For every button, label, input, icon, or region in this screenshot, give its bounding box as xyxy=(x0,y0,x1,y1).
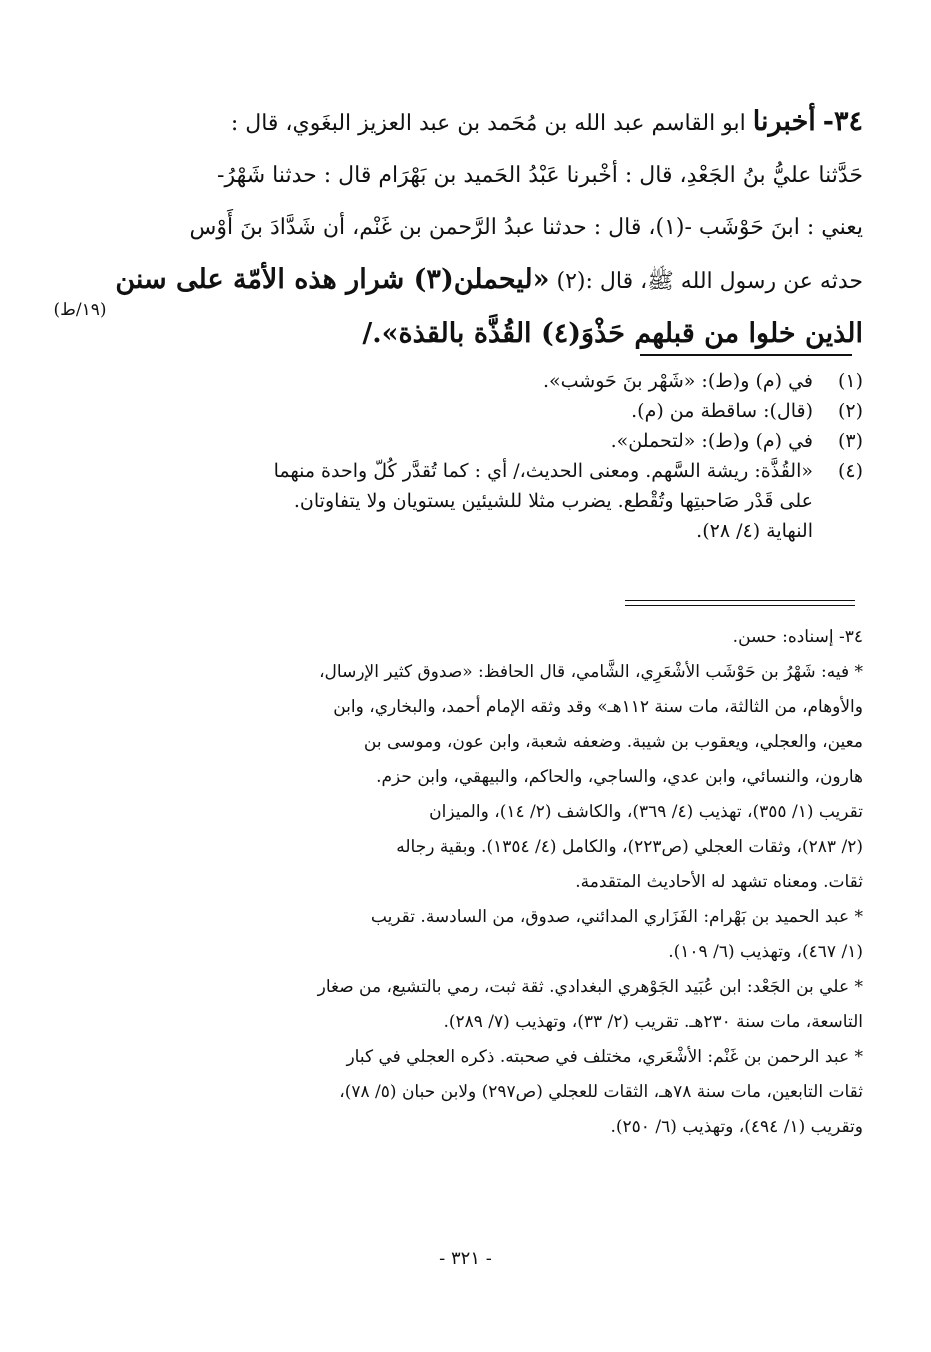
hadith-line-1 xyxy=(150,96,863,150)
takhrij-line: ثقات. ومعناه تشهد له الأحاديث المتقدمة. xyxy=(575,872,863,892)
footnote xyxy=(150,426,863,456)
footnote-text: (قال): ساقطة من (م). xyxy=(631,400,813,422)
takhrij-line: * علي بن الجَعْد: ابن عُبَيد الجَوْهري البغدادي. ثقة ثبت، رمي بالتشيع، من صغار xyxy=(317,977,863,997)
takhrij-line: * عبد الحميد بن بَهْرام: الفَزَاري المدائني، صدوق، من السادسة. تقريب xyxy=(370,907,863,927)
footnote-text: «القُذَّة: ريشة السَّهم. ومعنى الحديث،/ أي : كما تُقدَّر كُلّ واحدة منهما xyxy=(273,460,813,482)
footnote xyxy=(150,456,863,546)
footnote-number: (٤) xyxy=(837,460,863,482)
footnote-text: في (م) و(ط): «شَهْر بنَ حَوشب». xyxy=(542,370,813,392)
takhrij-line: ٣٤- إسناده: حسن. xyxy=(732,627,863,647)
hadith-line-2: حَدَّثنا عليُّ بنُ الجَعْدِ، قال : أخْبرنا عَبْدُ الحَميد بن بَهْرَام قال : حدثنا شَهْرُ- xyxy=(217,163,863,188)
hadith-line-4-plain: حدثه عن رسول الله ﷺ، قال :(٢) xyxy=(556,269,863,294)
footnote-number: (٢) xyxy=(837,400,863,422)
takhrij-divider-top xyxy=(625,600,855,601)
footnote-text: على قَدْر صَاحبتِها وتُقْطع. يضرب مثلا للشيئين يستويان ولا يتفاوتان. xyxy=(293,490,813,512)
hadith-line-4 xyxy=(115,254,863,308)
hadith-line-3: يعني : ابنَ حَوْشَب -(١)، قال : حدثنا عبدُ الرَّحمن بن غَنْم، أن شَدَّادَ بنَ أَوْس xyxy=(189,215,863,240)
takhrij-section xyxy=(150,620,863,1145)
hadith-text xyxy=(115,96,863,360)
takhrij-line: هارون، والنسائي، وابن عدي، والساجي، والحاكم، والبيهقي، وابن حزم. xyxy=(376,767,863,787)
footnotes xyxy=(150,366,863,546)
hadith-line-1-rest: ابو القاسم عبد الله بن مُحَمد بن عبد العزيز البغَوي، قال : xyxy=(230,111,746,136)
hadith-matn-part-1: «ليحملن(٣) شرار هذه الأمّة على سنن xyxy=(115,264,550,295)
takhrij-line: تقريب (١/ ٣٥٥)، تهذيب (٤/ ٣٦٩)، والكاشف (٢/ ١٤)، والميزان xyxy=(429,802,863,822)
footnote-number: (١) xyxy=(837,370,863,392)
footnote-divider xyxy=(640,354,852,356)
takhrij-line: * فيه: شَهْرُ بن حَوْشَب الأشْعَرِي، الشَّامي، قال الحافظ: «صدوق كثير الإرسال، xyxy=(319,662,863,682)
takhrij-divider-bottom xyxy=(625,605,855,606)
hadith-lead-word: أخبرنا xyxy=(752,106,816,137)
takhrij-line: التاسعة، مات سنة ٢٣٠هـ. تقريب (٢/ ٣٣)، وتهذيب (٧/ ٢٨٩). xyxy=(443,1012,863,1032)
takhrij-line: والأوهام، من الثالثة، مات سنة ١١٢هـ» وقد وثقه الإمام أحمد، والبخاري، وابن xyxy=(333,697,863,717)
footnote-text: النهاية (٤/ ٢٨). xyxy=(696,520,813,542)
takhrij-line: معين، والعجلي، ويعقوب بن شيبة. وضعفه شعبة، وابن عون، وموسى بن xyxy=(363,732,863,752)
takhrij-line: (١/ ٤٦٧)، وتهذيب (٦/ ١٠٩). xyxy=(668,942,863,962)
takhrij-line: ثقات التابعين، مات سنة ٧٨هـ، الثقات للعجلي (ص٢٩٧) ولابن حبان (٥/ ٧٨)، xyxy=(339,1082,863,1102)
takhrij-line: وتقريب (١/ ٤٩٤)، وتهذيب (٦/ ٢٥٠). xyxy=(610,1117,863,1137)
takhrij-line: (٢/ ٢٨٣)، وثقات العجلي (ص٢٢٣)، والكامل (٤/ ١٣٥٤). وبقية رجاله xyxy=(396,837,863,857)
takhrij-line: * عبد الرحمن بن غَنْم: الأشْعَري، مختلف في صحبته. ذكره العجلي في كبار xyxy=(346,1047,863,1067)
hadith-number: ٣٤- xyxy=(822,106,863,137)
page-number: - ٣٢١ - xyxy=(439,1248,492,1269)
manuscript-margin-note: (١٩/ط) xyxy=(53,300,107,320)
footnote-number: (٣) xyxy=(837,430,863,452)
footnote-text: في (م) و(ط): «لتحملن». xyxy=(610,430,813,452)
footnote xyxy=(150,396,863,426)
hadith-matn-part-2: الذين خلوا من قبلهم حَذْوَ(٤) القُذَّة بالقذة»./ xyxy=(362,318,863,349)
footnote xyxy=(150,366,863,396)
